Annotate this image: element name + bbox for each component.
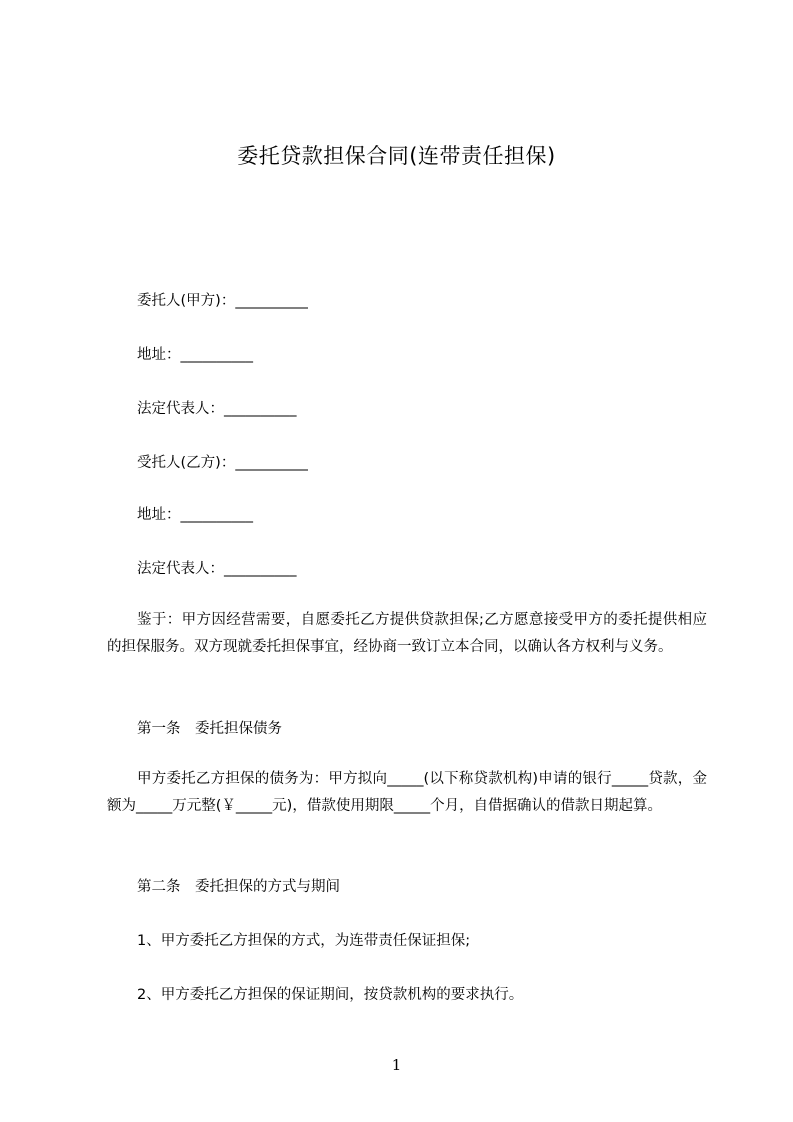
- article-2-item-2: 2、甲方委托乙方担保的保证期间，按贷款机构的要求执行。: [137, 987, 524, 1003]
- article-1-heading: 第一条 委托担保债务: [137, 721, 282, 737]
- principal-representative-line: 法定代表人：__________: [137, 401, 297, 417]
- principal-address-line: 地址：__________: [137, 347, 253, 363]
- article-2-heading: 第二条 委托担保的方式与期间: [137, 879, 340, 895]
- article-1-paragraph: 甲方委托乙方担保的债务为：甲方拟向_____(以下称贷款机构)申请的银行_____贷款，金额为_____万元整(￥_____元)，借款使用期限_____个月，自借据确认的借款日期起算。: [107, 771, 707, 814]
- agent-representative-line: 法定代表人：__________: [137, 561, 297, 577]
- agent-address-line: 地址：__________: [137, 507, 253, 523]
- document-title: 委托贷款担保合同(连带责任担保): [237, 144, 556, 168]
- page-number: 1: [391, 1056, 402, 1074]
- article-2-item-1: 1、甲方委托乙方担保的方式，为连带责任保证担保;: [137, 933, 471, 949]
- agent-line: 受托人(乙方)：__________: [137, 455, 308, 471]
- principal-line: 委托人(甲方)：__________: [137, 293, 308, 309]
- preamble-paragraph: 鉴于：甲方因经营需要，自愿委托乙方提供贷款担保;乙方愿意接受甲方的委托提供相应的担保服务。双方现就委托担保事宜，经协商一致订立本合同，以确认各方权利与义务。: [107, 612, 707, 655]
